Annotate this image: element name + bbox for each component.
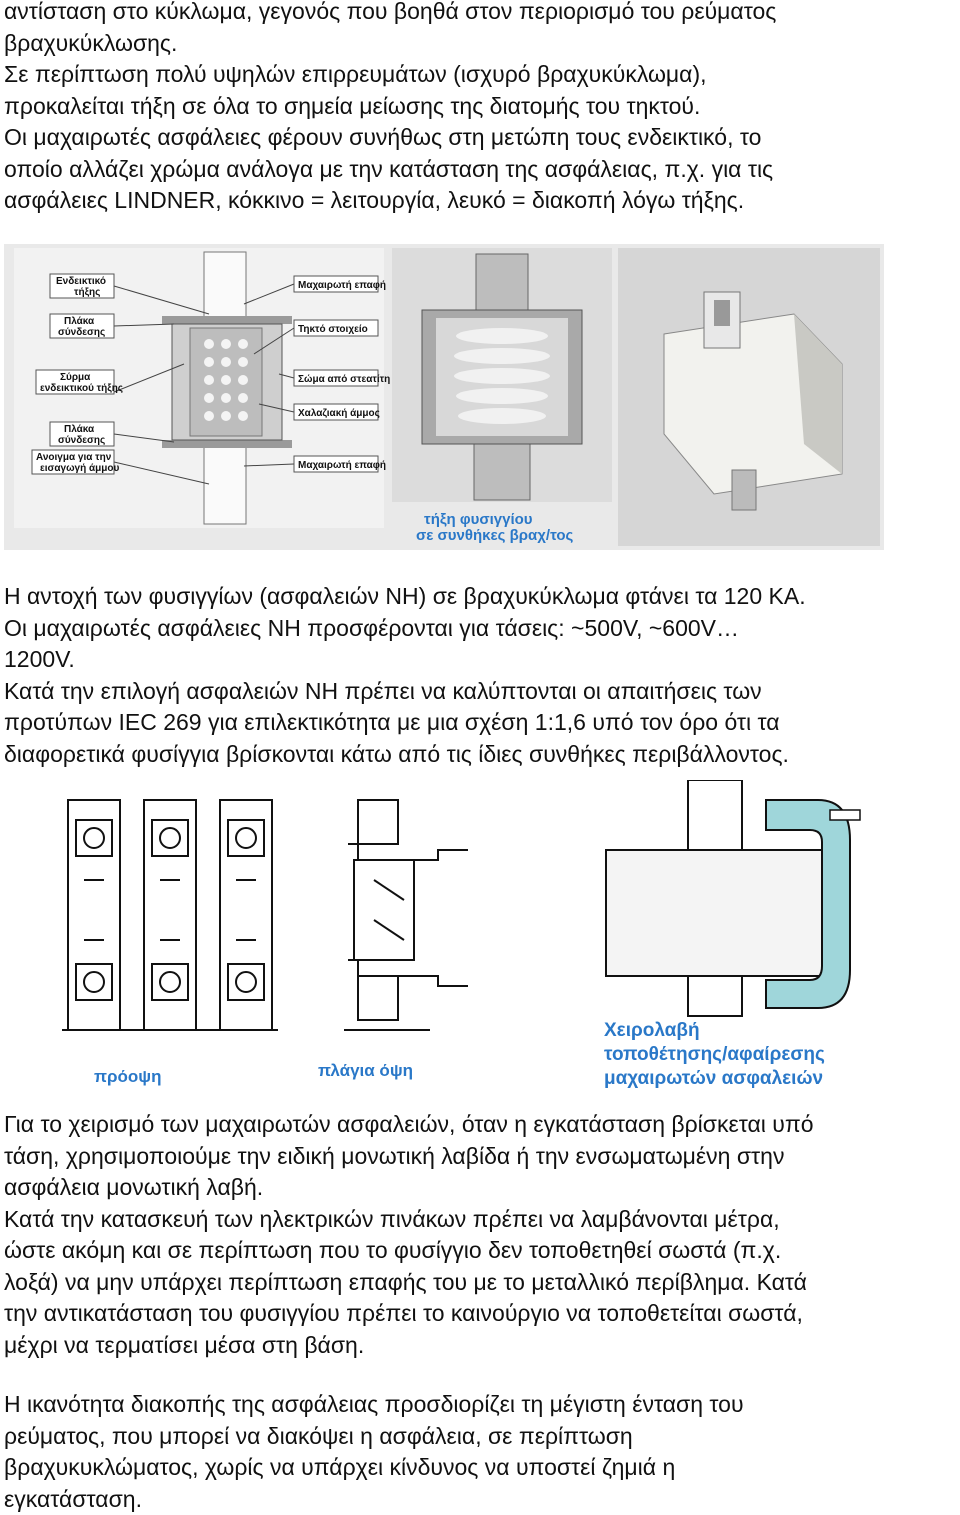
cutaway-diagram [14, 248, 390, 528]
label-plate-b-2: σύνδεσης [58, 435, 105, 446]
handle-caption-line1: Χειρολαβή [604, 1020, 700, 1041]
label-plate: Πλάκα [64, 316, 95, 327]
text-line: βραχυκύκλωσης. [4, 28, 956, 60]
text-line: Η ικανότητα διακοπής της ασφάλειας προσδιορίζει τη μέγιστη ένταση του [4, 1389, 956, 1421]
text-line: Κατά την κατασκευή των ηλεκτρικών πινάκων πρέπει να λαμβάνονται μέτρα, [4, 1204, 956, 1236]
text-line: Σε περίπτωση πολύ υψηλών επιρρευμάτων (ισχυρό βραχυκύκλωμα), [4, 59, 956, 91]
paragraph-nh-ratings [4, 581, 956, 770]
handle-caption-line3: μαχαιρωτών ασφαλειών [604, 1068, 823, 1089]
text-line: οποίο αλλάζει χρώμα ανάλογα με την κατάσταση της ασφάλειας, π.χ. για τις [4, 154, 956, 186]
fuse-base-figure [58, 780, 898, 1095]
label-steatite: Σώμα από στεατίτη [298, 374, 390, 385]
fuse-cutaway-figure [4, 244, 884, 550]
label-plate-b: Πλάκα [64, 424, 95, 435]
paragraph-breaking-capacity [4, 1389, 956, 1515]
front-view-drawing [62, 800, 278, 1030]
text-line: ασφάλειες LINDNER, κόκκινο = λειτουργία, λευκό = διακοπή λόγω τήξης. [4, 185, 956, 217]
label-knife-contact-2: Μαχαιρωτή επαφή [298, 460, 386, 471]
text-line: προκαλείται τήξη σε όλα το σημεία μείωσης της διατομής του τηκτού. [4, 91, 956, 123]
text-line: ώστε ακόμη και σε περίπτωση που το φυσίγγιο δεν τοποθετηθεί σωστά (π.χ. [4, 1235, 956, 1267]
text-line: 1200V. [4, 644, 956, 676]
label-plate-2: σύνδεσης [58, 327, 105, 338]
label-wire: Σύρμα [60, 372, 91, 383]
label-front-view: πρόοψη [94, 1067, 162, 1086]
text-line: διαφορετικά φυσίγγια βρίσκονται κάτω από τις ίδιες συνθήκες περιβάλλοντος. [4, 739, 956, 771]
label-sand: Χαλαζιακή άμμος [298, 408, 380, 419]
label-indicator-2: τήξης [74, 287, 100, 298]
label-indicator: Ενδεικτικό [56, 276, 106, 287]
label-side-view: πλάγια όψη [318, 1061, 413, 1080]
fuse-photo-cutaway [392, 248, 612, 544]
label-fuse-element: Τηκτό στοιχείο [298, 324, 368, 335]
side-view-drawing [344, 800, 468, 1030]
paragraph-handling [4, 1109, 956, 1361]
text-line: Η αντοχή των φυσιγγίων (ασφαλειών ΝΗ) σε βραχυκύκλωμα φτάνει τα 120 ΚΑ. [4, 581, 956, 613]
text-line: ρεύματος, που μπορεί να διακόψει η ασφάλεια, σε περίπτωση [4, 1421, 956, 1453]
text-line: ασφάλεια μονωτική λαβή. [4, 1172, 956, 1204]
text-line: Οι μαχαιρωτές ασφάλειες φέρουν συνήθως στη μετώπη τους ενδεικτικό, το [4, 122, 956, 154]
handle-caption-line2: τοποθέτησης/αφαίρεσης [604, 1044, 825, 1065]
text-line: λοξά) να μην υπάρχει περίπτωση επαφής του με το μεταλλικό περίβλημα. Κατά [4, 1267, 956, 1299]
label-opening: Ανοιγμα για την [36, 452, 112, 463]
caption-melt-line1: τήξη φυσιγγίου [424, 511, 533, 528]
text-line: μέχρι να τερματίσει μέσα στη βάση. [4, 1330, 956, 1362]
paragraph-intro [4, 0, 956, 217]
text-line: Κατά την επιλογή ασφαλειών ΝΗ πρέπει να καλύπτονται οι απαιτήσεις των [4, 676, 956, 708]
fuse-photo [618, 248, 880, 546]
label-opening-2: εισαγωγή άμμου [40, 463, 119, 474]
text-line: την αντικατάσταση του φυσιγγίου πρέπει το καινούργιο να τοποθετείται σωστά, [4, 1298, 956, 1330]
fuse-handle-drawing [606, 780, 860, 1016]
caption-melt-line2: σε συνθήκες βραχ/τος [416, 527, 574, 544]
label-knife-contact: Μαχαιρωτή επαφή [298, 280, 386, 291]
text-line: εγκατάσταση. [4, 1484, 956, 1515]
text-line: βραχυκυκλώματος, χωρίς να υπάρχει κίνδυνος να υποστεί ζημιά η [4, 1452, 956, 1484]
text-line: Για το χειρισμό των μαχαιρωτών ασφαλειών, όταν η εγκατάσταση βρίσκεται υπό [4, 1109, 956, 1141]
text-line: τάση, χρησιμοποιούμε την ειδική μονωτική λαβίδα ή την ενσωματωμένη στην [4, 1141, 956, 1173]
label-wire-2: ενδεικτικού τήξης [40, 383, 123, 394]
text-line: αντίσταση στο κύκλωμα, γεγονός που βοηθά στον περιορισμό του ρεύματος [4, 0, 956, 28]
text-line: Οι μαχαιρωτές ασφάλειες ΝΗ προσφέρονται για τάσεις: ~500V, ~600V… [4, 613, 956, 645]
text-line: προτύπων IEC 269 για επιλεκτικότητα με μια σχέση 1:1,6 υπό τον όρο ότι τα [4, 707, 956, 739]
